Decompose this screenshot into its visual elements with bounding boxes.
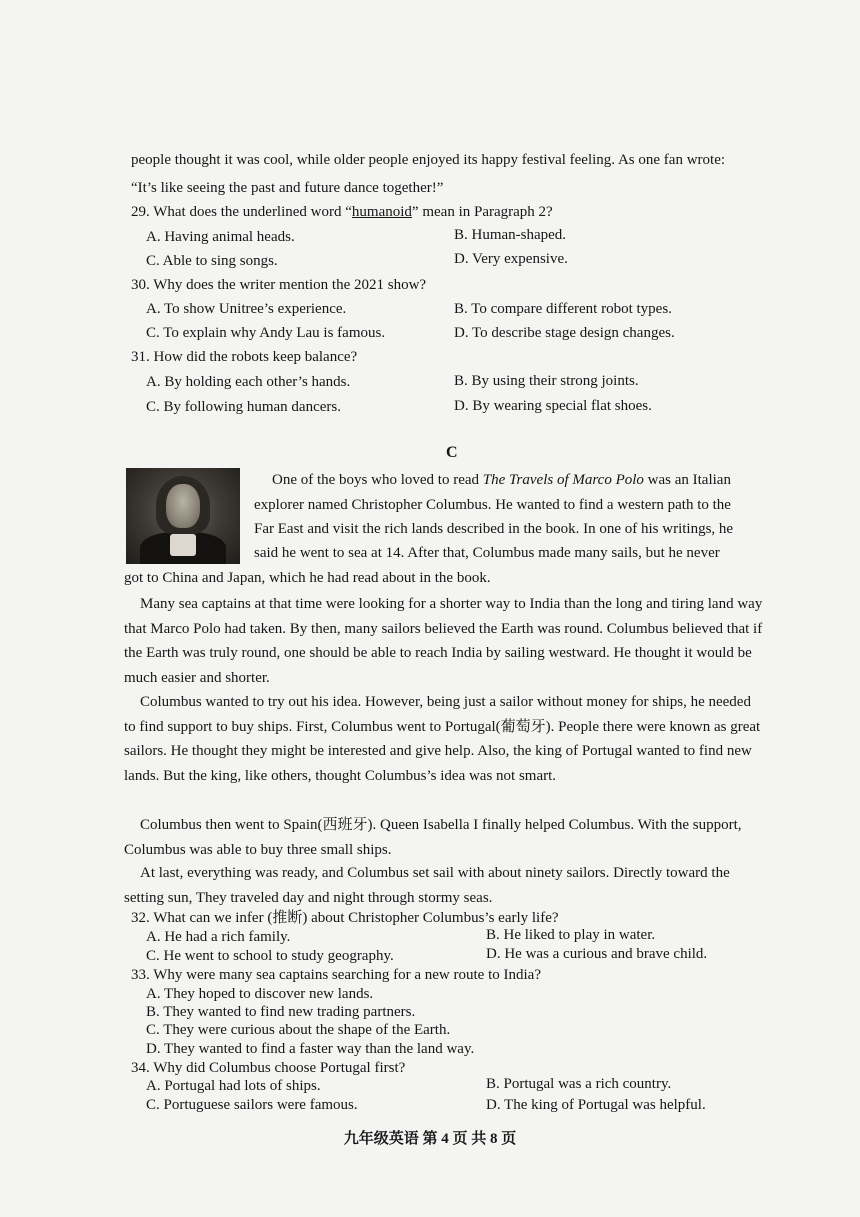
passage-c-paragraph-4: Columbus then went to Spain(西班牙). Queen Isabella I finally helped Columbus. With the support, Columbus was able to buy three small ships. xyxy=(124,817,742,858)
question-32-stem: 32. What can we infer (推断) about Christopher Columbus’s early life? xyxy=(131,910,559,926)
question-32-option-d: D. He was a curious and brave child. xyxy=(486,946,708,962)
passage-c-p1-line-3: Far East and visit the rich lands described in the book. In one of his writings, he xyxy=(254,521,734,537)
question-34-option-a: A. Portugal had lots of ships. xyxy=(146,1078,321,1094)
question-32-option-a: A. He had a rich family. xyxy=(146,929,291,945)
question-33-stem: 33. Why were many sea captains searching for a new route to India? xyxy=(131,967,541,983)
question-29-option-c: C. Able to sing songs. xyxy=(146,253,278,269)
question-29-option-d: D. Very expensive. xyxy=(454,251,568,267)
continued-text-line-1: people thought it was cool, while older people enjoyed its happy festival feeling. As one fan wrote: xyxy=(131,152,726,168)
question-32-option-c: C. He went to school to study geography. xyxy=(146,948,394,964)
question-33-option-c: C. They were curious about the shape of the Earth. xyxy=(146,1022,451,1038)
question-30-option-a: A. To show Unitree’s experience. xyxy=(146,301,347,317)
question-31-option-c: C. By following human dancers. xyxy=(146,399,341,415)
question-30-stem: 30. Why does the writer mention the 2021 show? xyxy=(131,277,427,293)
question-30-option-b: B. To compare different robot types. xyxy=(454,301,672,317)
question-29-option-b: B. Human-shaped. xyxy=(454,227,567,243)
continued-text-line-2: “It’s like seeing the past and future dance together!” xyxy=(131,180,444,196)
question-34-option-d: D. The king of Portugal was helpful. xyxy=(486,1097,706,1113)
question-30-option-d: D. To describe stage design changes. xyxy=(454,325,675,341)
question-30-option-c: C. To explain why Andy Lau is famous. xyxy=(146,325,386,341)
question-34-option-b: B. Portugal was a rich country. xyxy=(486,1076,672,1092)
passage-c-p1-line-2: explorer named Christopher Columbus. He wanted to find a western path to the xyxy=(254,497,731,513)
question-32-option-b: B. He liked to play in water. xyxy=(486,927,656,943)
question-31-stem: 31. How did the robots keep balance? xyxy=(131,349,358,365)
question-31-option-d: D. By wearing special flat shoes. xyxy=(454,398,652,414)
passage-c-p1-line-1: One of the boys who loved to read The Travels of Marco Polo was an Italian xyxy=(272,472,731,488)
passage-c-paragraph-2: Many sea captains at that time were looking for a shorter way to India than the long and tiring land way that Marco Polo had taken. By then, many sailors believed the Earth was round. Columbus believed that if the Earth was truly round, one should be able to reach India by sailing westward. He thought it would be much easier and shorter. xyxy=(124,596,763,686)
question-29-stem: 29. What does the underlined word “humanoid” mean in Paragraph 2? xyxy=(131,204,553,220)
book-title: The Travels of Marco Polo xyxy=(482,472,644,488)
page-footer: 九年级英语 第 4 页 共 8 页 xyxy=(343,1131,517,1147)
question-34-option-c: C. Portuguese sailors were famous. xyxy=(146,1097,358,1113)
question-33-option-a: A. They hoped to discover new lands. xyxy=(146,986,374,1002)
passage-c-paragraph-3: Columbus wanted to try out his idea. However, being just a sailor without money for ships, he needed to find support to buy ships. First, Columbus went to Portugal(葡萄牙). People there were known as great sailors. He thought they might be interested and give help. Also, the king of Portugal wanted to find new lands. But the king, like others, thought Columbus’s idea was not smart. xyxy=(124,694,761,784)
passage-c-p1-line-5: got to China and Japan, which he had read about in the book. xyxy=(124,570,491,586)
passage-c-paragraph-5: At last, everything was ready, and Columbus set sail with about ninety sailors. Directly toward the setting sun, They traveled day and night through stormy seas. xyxy=(124,865,730,906)
question-31-option-b: B. By using their strong joints. xyxy=(454,373,639,389)
underlined-word: humanoid xyxy=(351,204,412,220)
question-34-stem: 34. Why did Columbus choose Portugal first? xyxy=(131,1060,406,1076)
columbus-portrait xyxy=(126,468,240,564)
section-c-heading: C xyxy=(446,444,458,461)
question-29-option-a: A. Having animal heads. xyxy=(146,229,295,245)
passage-c-p1-line-4: said he went to sea at 14. After that, Columbus made many sails, but he never xyxy=(254,545,720,561)
question-33-option-d: D. They wanted to find a faster way than the land way. xyxy=(146,1041,475,1057)
question-31-option-a: A. By holding each other’s hands. xyxy=(146,374,351,390)
question-33-option-b: B. They wanted to find new trading partners. xyxy=(146,1004,416,1020)
